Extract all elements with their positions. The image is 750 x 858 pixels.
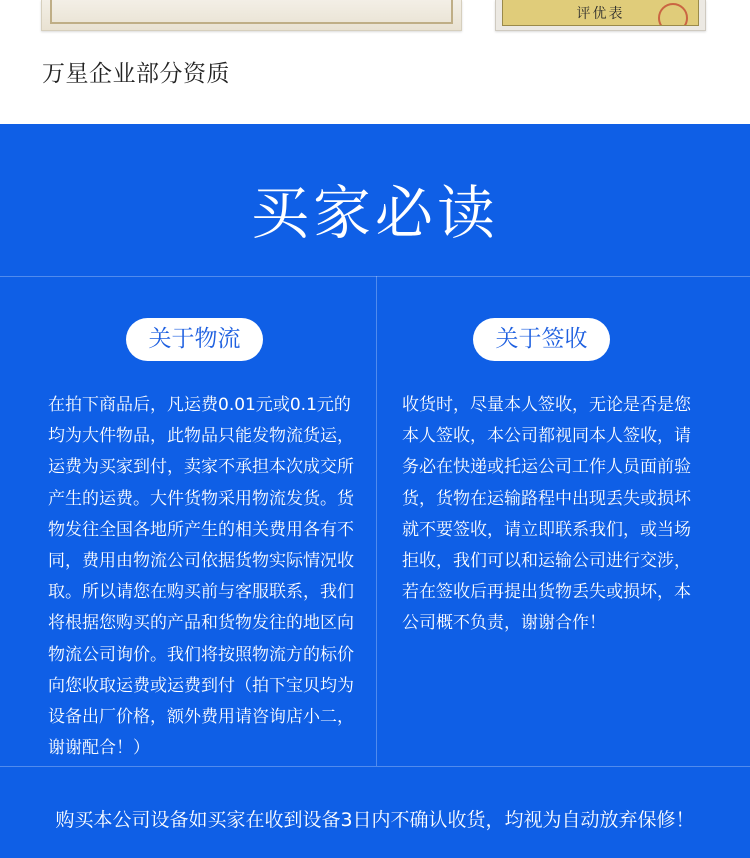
warranty-notice: 购买本公司设备如买家在收到设备3日内不确认收货，均视为自动放弃保修！ xyxy=(55,809,695,831)
certificate-frame xyxy=(502,0,699,26)
certificate-image-left xyxy=(41,0,462,31)
divider-bottom xyxy=(0,766,750,767)
signing-label-pill: 关于签收 xyxy=(473,318,610,361)
qualification-section xyxy=(0,0,750,124)
qualification-caption: 万星企业部分资质 xyxy=(42,61,230,87)
certificate-title: 评优表 xyxy=(576,6,625,22)
buyer-guide-panel xyxy=(0,124,750,858)
seal-icon xyxy=(658,3,688,26)
signing-text: 收货时，尽量本人签收，无论是否是您本人签收，本公司都视同本人签收，请务必在快递或托运公司工作人员面前验货，货物在运输路程中出现丢失或损坏就不要签收，请立即联系我们，或当场拒收，我们可以和运输公司进行交涉，若在签收后再提出货物丢失或损坏，本公司概不负责，谢谢合作！ xyxy=(402,395,691,634)
logistics-text: 在拍下商品后，凡运费0.01元或0.1元的均为大件物品，此物品只能发物流货运，运费为买家到付，卖家不承担本次成交所产生的运费。大件货物采用物流发货。货物发往全国各地所产生的相关费用各有不同，费用由物流公司依据货物实际情况收取。所以请您在购买前与客服联系，我们将根据您购买的产品和货物发往的地区向物流公司询价。我们将按照物流方的标价向您收取运费或运费到付（拍下宝贝均为设备出厂价格，额外费用请咨询店小二，谢谢配合！） xyxy=(48,395,354,759)
buyer-guide-title: 买家必读 xyxy=(250,179,499,247)
divider-top xyxy=(0,276,750,277)
certificate-image-right xyxy=(495,0,706,31)
divider-vertical xyxy=(376,276,377,766)
logistics-label-pill: 关于物流 xyxy=(126,318,263,361)
